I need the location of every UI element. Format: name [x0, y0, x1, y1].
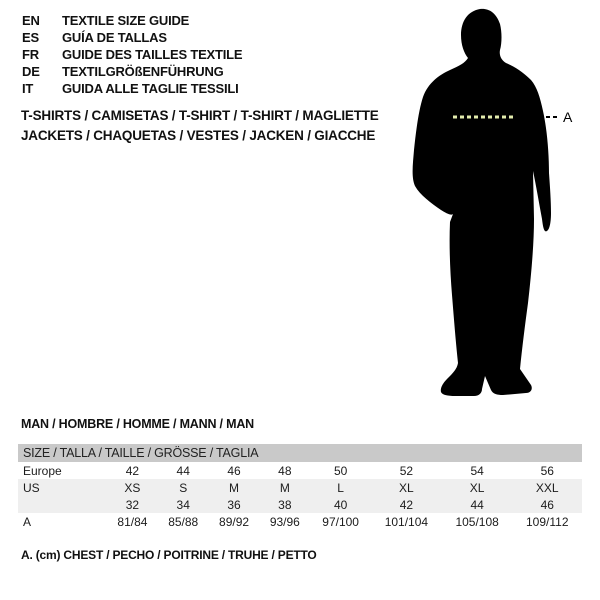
size-cell: 93/96	[269, 514, 300, 529]
table-row-us-numeric	[18, 496, 582, 513]
language-title-list	[22, 12, 242, 97]
language-code: ES	[22, 30, 39, 45]
guide-title: TEXTILGRÖßENFÜHRUNG	[62, 64, 224, 79]
row-label: US	[23, 480, 40, 495]
size-cell: 101/104	[384, 514, 429, 529]
size-cell: 81/84	[117, 514, 148, 529]
size-cell: 85/88	[168, 514, 199, 529]
size-cell: 42	[399, 497, 414, 512]
size-cell: 34	[176, 497, 190, 512]
language-code: FR	[22, 47, 39, 62]
size-cell: XS	[124, 480, 141, 495]
category-jackets: JACKETS / CHAQUETAS / VESTES / JACKEN / GIACCHE	[21, 128, 376, 143]
size-cell: 50	[333, 463, 348, 478]
size-table-header: SIZE / TALLA / TAILLE / GRÖSSE / TAGLIA	[18, 444, 582, 462]
language-row	[22, 12, 242, 29]
table-row-chest-cm	[18, 513, 582, 530]
language-row	[22, 29, 242, 46]
row-label: Europe	[23, 463, 62, 478]
size-cell: 89/92	[219, 514, 250, 529]
size-cell: 52	[399, 463, 414, 478]
size-table-container	[18, 444, 582, 530]
guide-title: TEXTILE SIZE GUIDE	[62, 13, 190, 28]
category-tshirts: T-SHIRTS / CAMISETAS / T-SHIRT / T-SHIRT / MAGLIETTE	[21, 108, 379, 123]
size-cell: 48	[278, 463, 292, 478]
language-code: EN	[22, 13, 40, 28]
size-cell: M	[279, 480, 290, 495]
language-row	[22, 63, 242, 80]
size-cell: 42	[125, 463, 140, 478]
guide-title: GUIDE DES TAILLES TEXTILE	[62, 47, 243, 62]
size-cell: 32	[125, 497, 140, 512]
guide-title: GUIDA ALLE TAGLIE TESSILI	[62, 81, 239, 96]
table-row-europe	[18, 462, 582, 479]
size-table-header-row	[18, 444, 582, 462]
size-cell: 36	[227, 497, 241, 512]
size-cell: M	[229, 480, 240, 495]
size-cell: 44	[176, 463, 190, 478]
size-cell: L	[337, 480, 344, 495]
language-code: IT	[22, 81, 34, 96]
size-table	[18, 444, 582, 530]
size-cell: 44	[470, 497, 484, 512]
language-row	[22, 80, 242, 97]
size-cell: 105/108	[455, 514, 499, 529]
row-label: A	[23, 514, 32, 529]
size-cell: 54	[470, 463, 484, 478]
size-cell: 46	[227, 463, 241, 478]
size-cell: 109/112	[526, 514, 569, 529]
row-label	[18, 496, 107, 513]
language-row	[22, 46, 242, 63]
man-silhouette-figure	[403, 5, 578, 400]
table-row-us	[18, 479, 582, 496]
measure-footnote: A. (cm) CHEST / PECHO / POITRINE / TRUHE / PETTO	[21, 548, 317, 562]
size-cell: 38	[278, 497, 292, 512]
man-silhouette	[413, 9, 551, 396]
size-cell: S	[179, 480, 188, 495]
size-cell: 46	[540, 497, 554, 512]
garment-category-lines	[21, 106, 379, 146]
size-cell: 97/100	[322, 514, 359, 529]
measure-a-label: A	[563, 109, 573, 125]
gender-section-title: MAN / HOMBRE / HOMME / MANN / MAN	[21, 417, 254, 431]
size-cell: 56	[540, 463, 554, 478]
guide-title: GUÍA DE TALLAS	[62, 30, 167, 45]
size-cell: XL	[469, 480, 485, 495]
language-code: DE	[22, 64, 40, 79]
size-cell: 40	[333, 497, 348, 512]
size-cell: XXL	[535, 480, 559, 495]
size-cell: XL	[399, 480, 414, 495]
